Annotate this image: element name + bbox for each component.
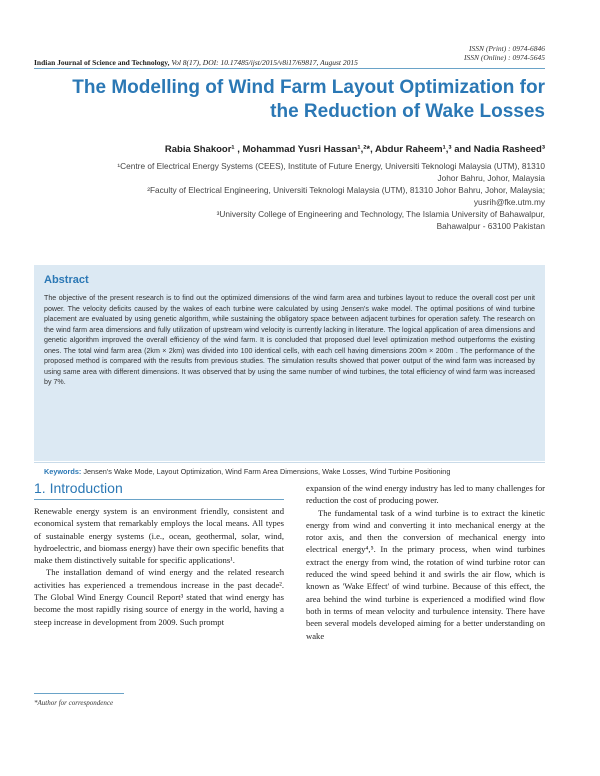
affiliation-line: ²Faculty of Electrical Engineering, Universiti Teknologi Malaysia (UTM), 81310 Johor Bahru, Johor, Malaysia; bbox=[147, 185, 545, 195]
abstract-paragraph: The objective of the present research is to find out the optimized dimensions of the wind farm area and turbines layout to reduce the overall cost per unit power. The velocity deficits caused by the wakes of each turbine were calculated by using Jensen's wake model. The optimal positions of wind turbine placement are evaluated by using genetic algorithm, while sustaining the obligatory space between adjacent turbines for operation safety. The research on the wind farm area dimensions and fully utilization of upstream wind velocity is currently lacking in literature. The logical application of area dimensions and genetic algorithm improved the overall efficiency of the wind farm. It is concluded that proposed duel level optimization method outperforms the existing ones. The total wind farm area (2km × 2km) was divided into 100 identical cells, with each cell having dimensions 200m × 200m . The performance of the proposed method is compared with the results from previous studies. The simulation results showed that power output of the wind farm was increased by using same area with different dimensions. It was observed that by using the same number of wind turbines, the total efficiency of wind farm was increased by 7%. bbox=[44, 294, 535, 386]
journal-citation bbox=[34, 58, 358, 67]
body-paragraph: Renewable energy system is an environment friendly, consistent and economical system that remarkably employs the local means. All types of sustainable energy systems (i.e., ocean, geothermal, solar, wind, hydroelectric, and biomass energy) have their own specific benefits that make them distinctively suitable for specific applications¹. bbox=[34, 506, 284, 566]
header-rule bbox=[34, 68, 545, 69]
abstract-heading: Abstract bbox=[44, 274, 89, 286]
author-list: Rabia Shakoor¹ , Mohammad Yusri Hassan¹,²*, Abdur Raheem¹,³ and Nadia Rasheed³ bbox=[164, 144, 545, 155]
footnote-rule bbox=[34, 693, 124, 694]
footnote: *Author for correspondence bbox=[34, 699, 114, 707]
body-column-left bbox=[34, 505, 284, 628]
journal-details: Vol 8(17), DOI: 10.17485/ijst/2015/v8i17/69817, August 2015 bbox=[169, 58, 358, 67]
keywords-text: Jensen's Wake Mode, Layout Optimization, Wind Farm Area Dimensions, Wake Losses, Wind Turbine Positioning bbox=[81, 467, 451, 476]
affiliations bbox=[45, 160, 545, 232]
body-column-right bbox=[306, 482, 545, 642]
body-paragraph: The installation demand of wind energy and the related research activities has experienced a tremendous increase in the past decade². The Global Wind Energy Council Report³ stated that wind energy has become the most rapidly rising source of energy in the world, having a steep increase in development from 2009. Such prompt bbox=[34, 567, 284, 627]
author-email[interactable]: yusrih@fke.utm.my bbox=[473, 197, 545, 207]
affiliation-line: ¹Centre of Electrical Energy Systems (CEES), Institute of Future Energy, Universiti Teknologi Malaysia (UTM), 81310 bbox=[117, 161, 545, 171]
body-paragraph: expansion of the wind energy industry has led to many challenges for reduction the cost of producing power. bbox=[306, 483, 545, 506]
section-rule bbox=[34, 499, 284, 500]
section-heading-introduction: 1. Introduction bbox=[34, 480, 123, 496]
affiliation-line: ³University College of Engineering and Technology, The Islamia University of Bahawalpur, bbox=[216, 209, 545, 219]
keywords bbox=[44, 467, 535, 478]
affiliation-line: Johor Bahru, Johor, Malaysia bbox=[437, 173, 545, 183]
journal-name: Indian Journal of Science and Technology, bbox=[34, 58, 170, 67]
issn-online: ISSN (Online) : 0974-5645 bbox=[463, 53, 545, 62]
issn-print: ISSN (Print) : 0974-6846 bbox=[468, 44, 545, 53]
paper-title: The Modelling of Wind Farm Layout Optimization for the Reduction of Wake Losses bbox=[72, 77, 545, 122]
affiliation-line: Bahawalpur - 63100 Pakistan bbox=[436, 221, 545, 231]
body-paragraph: The fundamental task of a wind turbine is to extract the kinetic energy from wind and converting it into mechanical energy at the rotor axis, and then the conversion of mechanical energy into electrical energy⁴,⁵. In the primary process, when wind turbines extract the energy from wind, the rotation of wind turbine rotor can reduced the wind speed behind it and swirls the air flow, which is known as 'Wake Effect' of wind turbine. Because of this effect, the area behind the wind turbine is experienced a modified wind flow both in terms of mean velocity and turbulence intensity. There have been several models developed aiming for a better understanding on wake bbox=[306, 507, 545, 641]
abstract-box bbox=[34, 265, 545, 461]
keywords-label: Keywords: bbox=[44, 467, 82, 476]
abstract-text bbox=[44, 293, 535, 388]
issn-block bbox=[464, 44, 545, 62]
